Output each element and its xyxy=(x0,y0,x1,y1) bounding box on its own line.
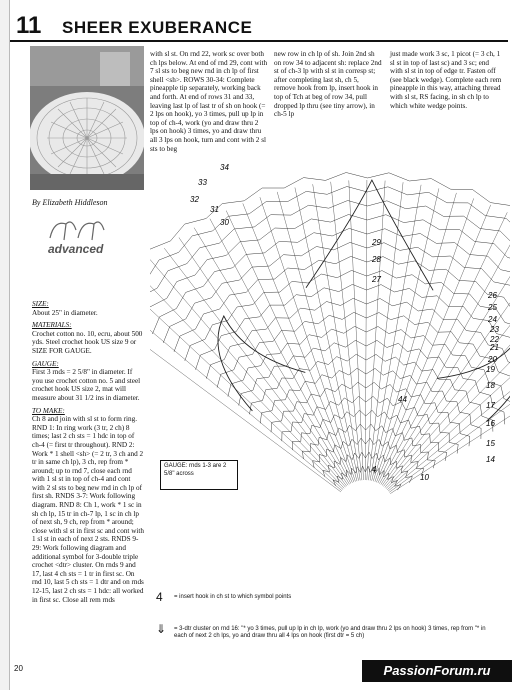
page-number: 20 xyxy=(14,664,23,673)
row-number: 34 xyxy=(220,163,229,172)
inner-round-number: 44 xyxy=(398,395,407,404)
row-number: 15 xyxy=(486,439,495,448)
row-number: 17 xyxy=(486,401,495,410)
gauge-text: First 3 rnds = 2 5/8" in diameter. If you use crochet cotton no. 5 and steel crochet hook US size 2, mat will measure about 31 1/2 ins in diameter. xyxy=(32,368,141,402)
insert-hook-text: = insert hook in ch st to which symbol points xyxy=(174,594,292,600)
row-number: 25 xyxy=(488,303,497,312)
pattern-header xyxy=(10,14,508,42)
row-number: 16 xyxy=(486,419,495,428)
inner-round-number: 4 xyxy=(372,465,377,474)
instructions-column-3: just made work 3 sc, 1 picot (= 3 ch, 1 sl st in top of last sc) and 3 sc; end with sl st in top of edge tr. Fasten off (see black wedge). Complete each rem pineapple in this way, attaching thread with sl st, RS facing, in sh ch lp to which white wedge points. xyxy=(390,50,502,110)
row-number: 27 xyxy=(372,275,381,284)
cluster-text: = 3-dtr cluster on rnd 16: "* yo 3 times, pull up lp in ch lp, work (yo and draw thru 2 lps on hook) 3 times, rep from "* in each of next 2 ch lps, yo and draw thru all 4 lps on hook (first dtr = 5 ch) xyxy=(174,626,486,639)
doily-photo xyxy=(30,46,144,190)
crochet-chart xyxy=(150,150,510,685)
row-number: 18 xyxy=(486,381,495,390)
materials-column xyxy=(32,296,144,604)
binding-edge xyxy=(0,0,10,690)
row-number: 33 xyxy=(198,178,207,187)
inner-round-number: 10 xyxy=(420,473,429,482)
insert-hook-symbol: 4 xyxy=(156,590,163,604)
materials-text: Crochet cotton no. 10, ecru, about 500 yds. Steel crochet hook US size 9 or SIZE FOR GAUGE. xyxy=(32,329,143,355)
row-number: 23 xyxy=(490,325,499,334)
skill-level-badge xyxy=(44,216,122,268)
gauge-note-box: GAUGE: rnds 1-3 are 2 5/8" across xyxy=(160,460,238,490)
row-number: 22 xyxy=(490,335,499,344)
row-number: 26 xyxy=(488,291,497,300)
size-heading: SIZE: xyxy=(32,300,49,308)
row-number: 31 xyxy=(210,205,219,214)
legend-cluster xyxy=(156,622,496,640)
row-number: 19 xyxy=(486,365,495,374)
row-number: 32 xyxy=(190,195,199,204)
instructions-heading: TO MAKE: xyxy=(32,406,65,415)
row-number: 14 xyxy=(486,455,495,464)
row-number: 20 xyxy=(488,355,497,364)
size-text: About 25" in diameter. xyxy=(32,308,98,317)
row-number: 29 xyxy=(372,238,381,247)
instructions-column-2: new row in ch lp of sh. Join 2nd sh on row 34 to adjacent sh: replace 2nd st of ch-3 lp with sl st in corresp st; after completing last sh, ch 5, remove hook from lp, insert hook in top of Tch at beg of row 34, pull dropped lp thru (see tiny arrow), in ch-5 lp xyxy=(274,50,382,119)
row-number: 30 xyxy=(220,218,229,227)
gauge-heading: GAUGE: xyxy=(32,359,59,368)
site-watermark: PassionForum.ru xyxy=(362,660,512,682)
legend-insert-hook xyxy=(156,590,356,604)
pattern-number: 11 xyxy=(16,12,42,39)
instructions-column-1: with sl st. On rnd 22, work sc over both ch lps below. At end of rnd 29, cont with 7 sl sts to beg new rnd in ch lp of first shell <sh>. ROWS 30-34: Complete pineapple tip separately, working back and forth. At end of rows 31 and 33, leaving last lp of last tr of sh on hook (= 2 lps on hook), yo 3 times, pull up lp in top of ch-4, work (yo and draw thru 2 lps on hook) 3 times, yo and draw thru all 3 lps on hook, turn and cont with 2 sl sts to beg xyxy=(150,50,268,153)
instructions-text: Ch 8 and join with sl st to form ring. RND 1: In ring work (3 tr, 2 ch) 8 times; last 2 ch sts = 1 hdc in top of ch-4 (= first tr throughout). RND 2: Work * 1 shell <sh> (= 2 tr, 3 ch and 2 tr in same ch lp), 3 ch, rep from * around; up to rnd 7, close each rnd with 1 sl st in top of ch-4 and cont with 2 sl sts to beg new rnd in ch lp of first sh. RNDS 3-7: Work following diagram. RND 8: Ch 1, work * 1 sc in sh ch lp, 15 tr in ch-7 lp, 1 sc in ch lp of next sh, 9 ch, rep from * around; close with sl st in first sc and cont with 1 sl st in each of next 2 sts. RNDS 9-29: Work following diagram and additional symbol for 3-double triple crochet <dtr> cluster. On rnds 9 and 17, last 4 ch sts = 1 tr in first sc. On rnd 10, last 5 ch sts = 1 dtr and on rnds 12-15, last 2 ch sts = 1 hdc: all worked in first sc. Close all rem rnds xyxy=(32,415,144,604)
materials-heading: MATERIALS: xyxy=(32,321,72,330)
skill-level-label: advanced xyxy=(48,242,104,256)
byline: By Elizabeth Hiddleson xyxy=(32,198,108,207)
row-number: 28 xyxy=(372,255,381,264)
cluster-symbol: ⇓ xyxy=(156,622,167,636)
row-number: 24 xyxy=(488,315,497,324)
pattern-title: SHEER EXUBERANCE xyxy=(62,18,253,37)
row-number: 21 xyxy=(490,343,499,352)
